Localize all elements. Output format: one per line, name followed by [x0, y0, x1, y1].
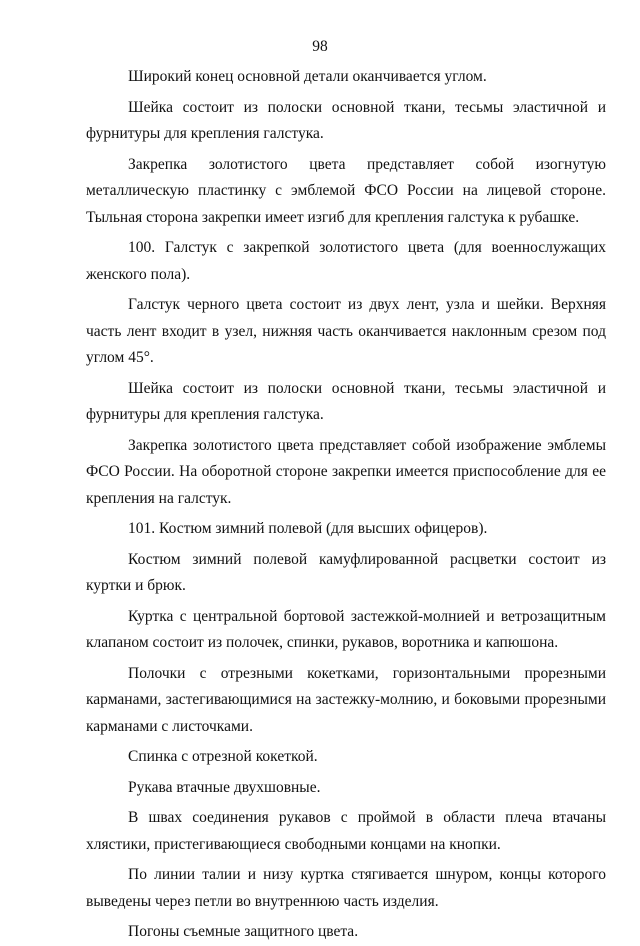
paragraph: Галстук черного цвета состоит из двух лент, узла и шейки. Верхняя часть лент входит в узел, нижняя часть оканчивается наклонным срезом под углом 45°. [86, 296, 606, 366]
paragraph: Шейка состоит из полоски основной ткани, тесьмы эластичной и фурнитуры для крепления галстука. [86, 379, 606, 423]
paragraph: Закрепка золотистого цвета представляет собой изогнутую металлическую пластинку с эмблемой ФСО России на лицевой стороне. Тыльная сторона закрепки имеет изгиб для крепления галстука к рубашке. [86, 155, 606, 226]
section-heading: 100. Галстук с закрепкой золотистого цвета (для военнослужащих женского пола). [86, 239, 606, 283]
section-heading: 101. Костюм зимний полевой (для высших офицеров). [128, 520, 488, 537]
paragraph: Шейка состоит из полоски основной ткани, тесьмы эластичной и фурнитуры для крепления галстука. [86, 98, 606, 142]
paragraph: Спинка с отрезной кокеткой. [128, 748, 318, 765]
paragraph: Погоны съемные защитного цвета. [128, 923, 359, 940]
document-body [86, 60, 606, 946]
paragraph: Широкий конец основной детали оканчивается углом. [128, 68, 487, 85]
paragraph: Закрепка золотистого цвета представляет собой изображение эмблемы ФСО России. На оборотной стороне закрепки имеется приспособление для ее крепления на галстук. [86, 436, 606, 507]
paragraph: По линии талии и низу куртка стягивается шнуром, концы которого выведены через петли во внутреннюю часть изделия. [86, 866, 606, 910]
paragraph: В швах соединения рукавов с проймой в области плеча втачаны хлястики, пристегивающиеся свободными концами на кнопки. [86, 809, 606, 853]
paragraph: Рукава втачные двухшовные. [128, 778, 321, 796]
page-number: 98 [312, 38, 328, 55]
paragraph: Костюм зимний полевой камуфлированной расцветки состоит из куртки и брюк. [86, 550, 606, 594]
paragraph: Полочки с отрезными кокетками, горизонтальными прорезными карманами, застегивающимися на застежку-молнию, и боковыми прорезными карманами с листочками. [86, 664, 606, 735]
paragraph: Куртка с центральной бортовой застежкой-молнией и ветрозащитным клапаном состоит из полочек, спинки, рукавов, воротника и капюшона. [86, 607, 606, 651]
